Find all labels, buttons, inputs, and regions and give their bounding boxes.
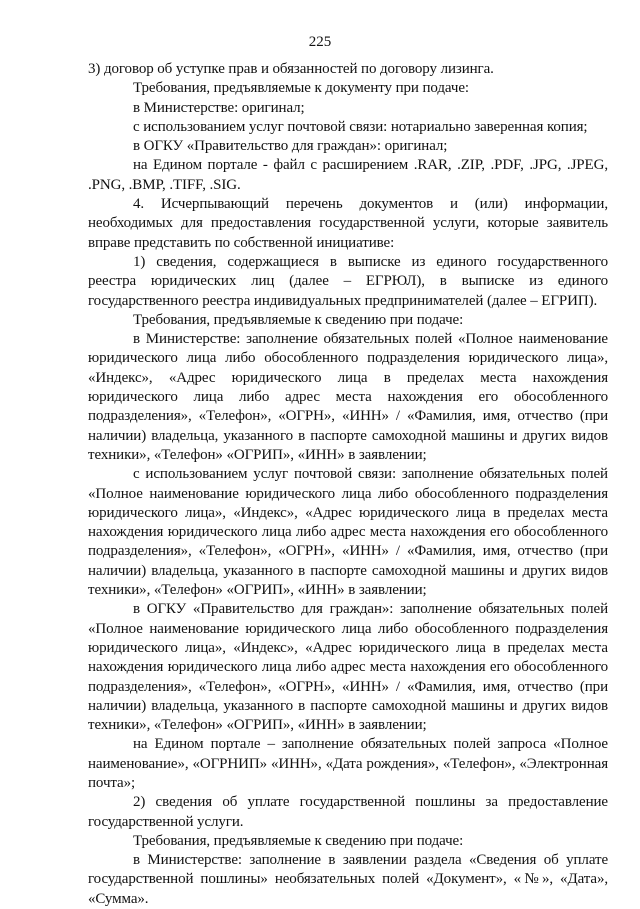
item-1-registry-extract: 1) сведения, содержащиеся в выписке из единого государственного реестра юридических лиц (далее – ЕГРЮЛ), в выписке из единого государственного реестра индивидуальных предпринимателей (далее – ЕГРИП). [88,253,608,309]
section-4-intro: 4. Исчерпывающий перечень документов и (или) информации, необходимых для предоставления государственной услуги, которые заявитель вправе представить по собственной инициативе: [88,196,608,251]
page-number: 225 [308,34,332,50]
requirement-ogku: в ОГКУ «Правительство для граждан»: заполнение обязательных полей «Полное наименование юридического лица либо обособленного подразделения юридического лица», «Индекс», «Адрес юридического лица в пределах места нахождения юридического лица либо адрес места нахождения его обособленного подразделения», «Телефон», «ОГРН», «ИНН» / «Фамилия, имя, отчество (при наличии) владельца, указанного в паспорте самоходной машины и других видов техники», «Телефон» «ОГРИП», «ИНН» в заявлении; [88,601,608,734]
requirement-ogku: в ОГКУ «Правительство для граждан»: оригинал; [133,138,448,155]
list-item-lease-assignment: 3) договор об уступке прав и обязанностей по договору лизинга. [88,61,494,77]
document-body [88,60,608,909]
requirement-ministry: в Министерстве: заполнение в заявлении раздела «Сведения об уплате государственной пошлины» необязательных полей «Документ», «№», «Дата», «Сумма». [88,852,608,907]
requirements-heading: Требования, предъявляемые к сведению при подаче: [133,832,464,849]
requirement-ministry: в Министерстве: заполнение обязательных полей «Полное наименование юридического лица либо обособленного подразделения юридического лица», «Индекс», «Адрес юридического лица в пределах места нахождения юридического лица либо адрес места нахождения его обособленного подразделения», «Телефон», «ОГРН», «ИНН» / «Фамилия, имя, отчество (при наличии) владельца, указанного в паспорте самоходной машины и других видов техники», «Телефон» «ОГРИП», «ИНН» в заявлении; [88,331,608,463]
requirement-portal: на Едином портале - файл с расширением .RAR, .ZIP, .PDF, .JPG, .JPEG, .PNG, .BMP, .TIFF, .SIG. [88,157,608,193]
requirement-postal: с использованием услуг почтовой связи: заполнение обязательных полей «Полное наименование юридического лица либо обособленного подразделения юридического лица», «Индекс», «Адрес юридического лица в пределах места нахождения юридического лица либо адрес места нахождения его обособленного подразделения», «Телефон», «ОГРН», «ИНН» / «Фамилия, имя, отчество (при наличии) владельца, указанного в паспорте самоходной машины и других видов техники», «Телефон» «ОГРИП», «ИНН» в заявлении; [88,466,608,599]
requirements-heading: Требования, предъявляемые к документу при подаче: [133,80,469,97]
requirement-postal: с использованием услуг почтовой связи: нотариально заверенная копия; [133,118,588,135]
requirement-portal: на Едином портале – заполнение обязательных полей запроса «Полное наименование», «ОГРНИП» «ИНН», «Дата рождения», «Телефон», «Электронная почта»; [88,736,608,791]
item-2-state-fee: 2) сведения об уплате государственной пошлины за предоставление государственной услуги. [88,794,608,830]
requirement-ministry: в Министерстве: оригинал; [133,99,305,116]
requirements-heading: Требования, предъявляемые к сведению при подаче: [133,311,464,328]
